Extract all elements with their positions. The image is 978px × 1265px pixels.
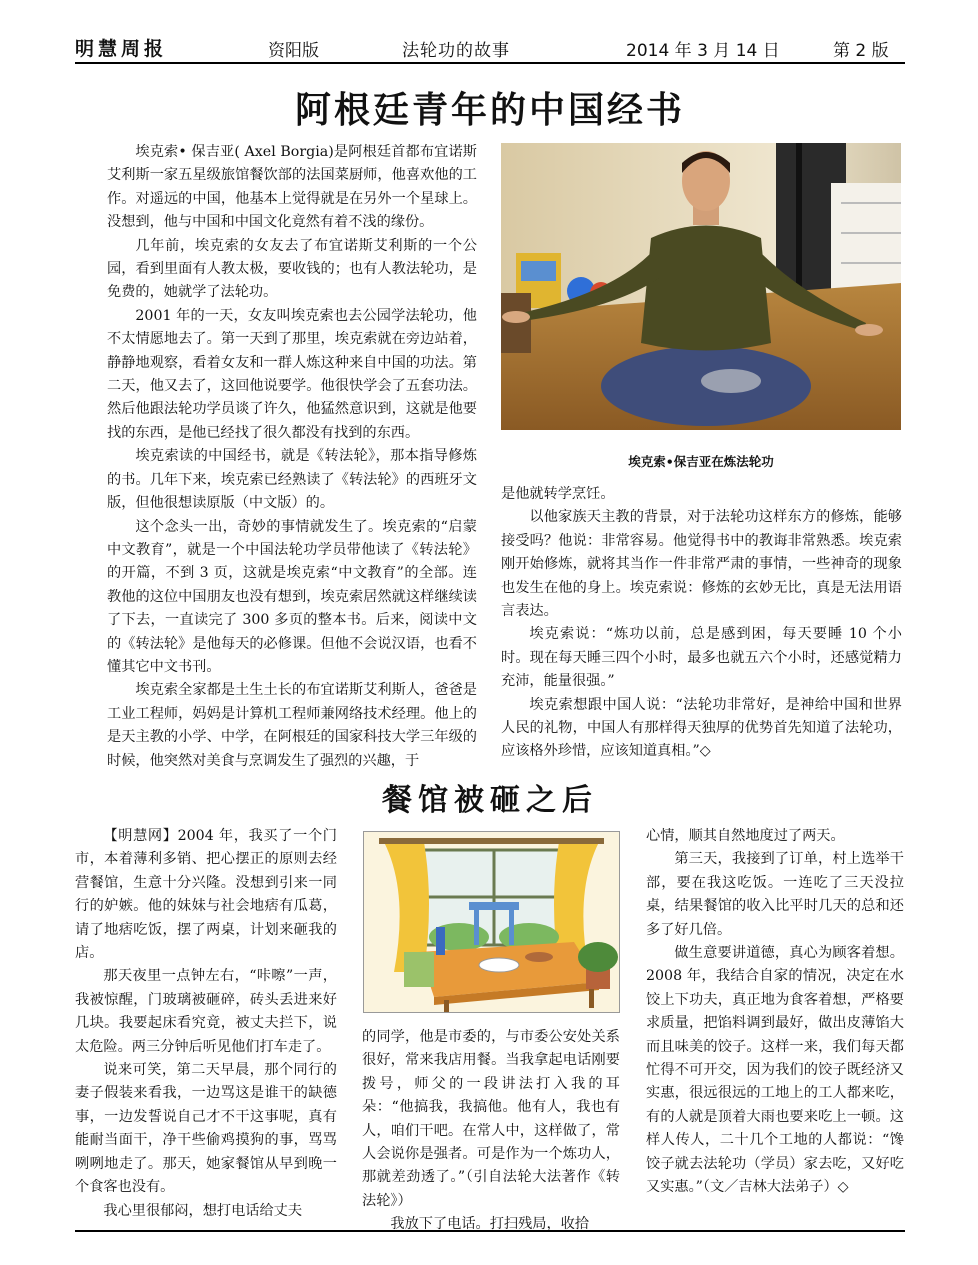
paragraph: 埃克索全家都是土生土长的布宜诺斯艾利斯人，爸爸是工业工程师，妈妈是计算机工程师兼网络技术经理。他上的是天主教的小学、中学，在阿根廷的国家科技大学三年级的时候，他突然对美食与烹调发生了强烈的兴趣，于 xyxy=(107,682,477,769)
article1-column-1 xyxy=(107,141,477,773)
article2-column-2 xyxy=(362,1026,620,1237)
meditation-photo xyxy=(501,143,901,430)
paragraph: 几年前，埃克索的女友去了布宜诺斯艾利斯的一个公园，看到里面有人教太极，要收钱的；也有人教法轮功，是免费的，她就学了法轮功。 xyxy=(107,237,477,301)
header-rule xyxy=(75,62,905,64)
paragraph: 我心里很郁闷，想打电话给丈夫 xyxy=(103,1202,303,1219)
paragraph: 以他家族天主教的背景，对于法轮功这样东方的修炼，能够接受吗？他说：非常容易。他觉得书中的教诲非常熟悉。埃克索刚开始修炼，就将其当作一件非常严肃的事情，一些神奇的现象也发生在他的身上。埃克索说：修炼的玄妙无比，真是无法用语言表达。 xyxy=(501,509,902,620)
article1-column-2 xyxy=(501,483,902,764)
paragraph: 那天夜里一点钟左右，“咔嚓”一声，我被惊醒，门玻璃被砸碎，砖头丢进来好几块。我要起床看究竟，被丈夫拦下，说太危险。两三分钟后听见他们打车走了。 xyxy=(75,968,337,1055)
issue-date: 2014 年 3 月 14 日 xyxy=(626,41,780,61)
article2-column-3 xyxy=(646,825,904,1200)
edition-label: 资阳版 xyxy=(268,41,319,61)
dining-illustration xyxy=(363,831,620,1013)
meditation-photo-art xyxy=(501,143,901,430)
paragraph: 埃克索说：“炼功以前，总是感到困，每天要睡 10 个小时。现在每天睡三四个小时，最多也就五六个小时，还感觉精力充沛，能量很强。” xyxy=(501,626,902,690)
paragraph: 这个念头一出，奇妙的事情就发生了。埃克索的“启蒙中文教育”，就是一个中国法轮功学员带他读了《转法轮》的开篇，不到 3 页，这就是埃克索“中文教育”的全部。连教他的这位中国朋友也没有想到，埃克索居然就这样继续读了下去，一直读完了 300 多页的整本书。后来，阅读中文的《转法轮》是他每天的必修课。但他不会说汉语，也看不懂其它中文书刊。 xyxy=(107,518,477,675)
paragraph: 的同学，他是市委的，与市委公安处关系很好，常来我店用餐。当我拿起电话刚要拨号，师父的一段讲法打入我的耳朵：“他搞我，我搞他。他有人，我也有人，咱们干吧。在常人中，这样做了，常人会说你是强者。可是作为一个炼功人，那就差劲透了。”（引自法轮大法著作《转法轮》） xyxy=(362,1029,620,1209)
page-number: 第 2 版 xyxy=(833,41,889,61)
paragraph: 埃克索读的中国经书，就是《转法轮》，那本指导修炼的书。几年下来，埃克索已经熟读了《转法轮》的西班牙文版，但他很想读原版（中文版）的。 xyxy=(107,448,477,512)
article1-title: 阿根廷青年的中国经书 xyxy=(294,90,685,131)
paragraph: 埃克索• 保吉亚( Axel Borgia)是阿根廷首都布宜诺斯艾利斯一家五星级旅馆餐饮部的法国菜厨师，他喜欢他的工作。对遥远的中国，他基本上觉得就是在另外一个星球上。没想到，他与中国和中国文化竟然有着不浅的缘份。 xyxy=(107,144,477,231)
paragraph: 是他就转学烹饪。 xyxy=(501,486,615,502)
section-label: 法轮功的故事 xyxy=(402,41,510,61)
masthead: 明慧周报 xyxy=(75,38,168,60)
paragraph: 我放下了电话。打扫残局，收拾 xyxy=(390,1216,590,1233)
photo-caption: 埃克索•保吉亚在炼法轮功 xyxy=(628,454,774,469)
article2-title: 餐馆被砸之后 xyxy=(382,783,598,818)
paragraph: 2001 年的一天，女友叫埃克索也去公园学法轮功，他不太情愿地去了。第一天到了那里，埃克索就在旁边站着，静静地观察，看着女友和一群人炼这种来自中国的功法。第二天，他又去了，这回他说要学。他很快学会了五套功法。然后他跟法轮功学员谈了许久，他猛然意识到，这就是他要找的东西，是他已经找了很久都没有找到的东西。 xyxy=(107,307,477,441)
paragraph: 心情，顺其自然地度过了两天。 xyxy=(646,828,845,844)
paragraph: 埃克索想跟中国人说：“法轮功非常好，是神给中国和世界人民的礼物，中国人有那样得天独厚的优势首先知道了法轮功，应该格外珍惜，应该知道真相。”◇ xyxy=(501,696,902,760)
paragraph: 说来可笑，第二天早晨，那个同行的妻子假装来看我，一边骂这是谁干的缺德事，一边发誓说自己才不干这事呢，真有能耐当面干，净干些偷鸡摸狗的事，骂骂咧咧地走了。那天，她家餐馆从早到晚一个食客也没有。 xyxy=(75,1062,337,1196)
dining-illustration-art xyxy=(364,832,619,1012)
article2-column-1 xyxy=(75,825,337,1223)
paragraph: 第三天，我接到了订单，村上选举干部，要在我这吃饭。一连吃了三天没拉桌，结果餐馆的收入比平时几天的总和还多了好几倍。 xyxy=(646,851,904,938)
paragraph: 做生意要讲道德，真心为顾客着想。2008 年，我结合自家的情况，决定在水饺上下功夫，真正地为食客着想，严格要求质量，把馅料调到最好，做出皮薄馅大而且味美的饺子。这样一来，我们每天都忙得不可开交，因为我们的饺子既经济又实惠，很远很远的工地上的工人都来吃，有的人就是顶着大雨也要来吃上一顿。这样人传人，二十几个工地的人都说：“馋饺子就去法轮功（学员）家去吃，又好吃又实惠。”（文／吉林大法弟子）◇ xyxy=(646,945,904,1196)
paragraph: 【明慧网】2004 年，我买了一个门市，本着薄利多销、把心摆正的原则去经营餐馆，生意十分兴隆。没想到引来一同行的妒嫉。他的妹妹与社会地痞有瓜葛，请了地痞吃饭，摆了两桌，计划来砸我的店。 xyxy=(75,828,337,962)
footer-rule xyxy=(75,1230,905,1232)
